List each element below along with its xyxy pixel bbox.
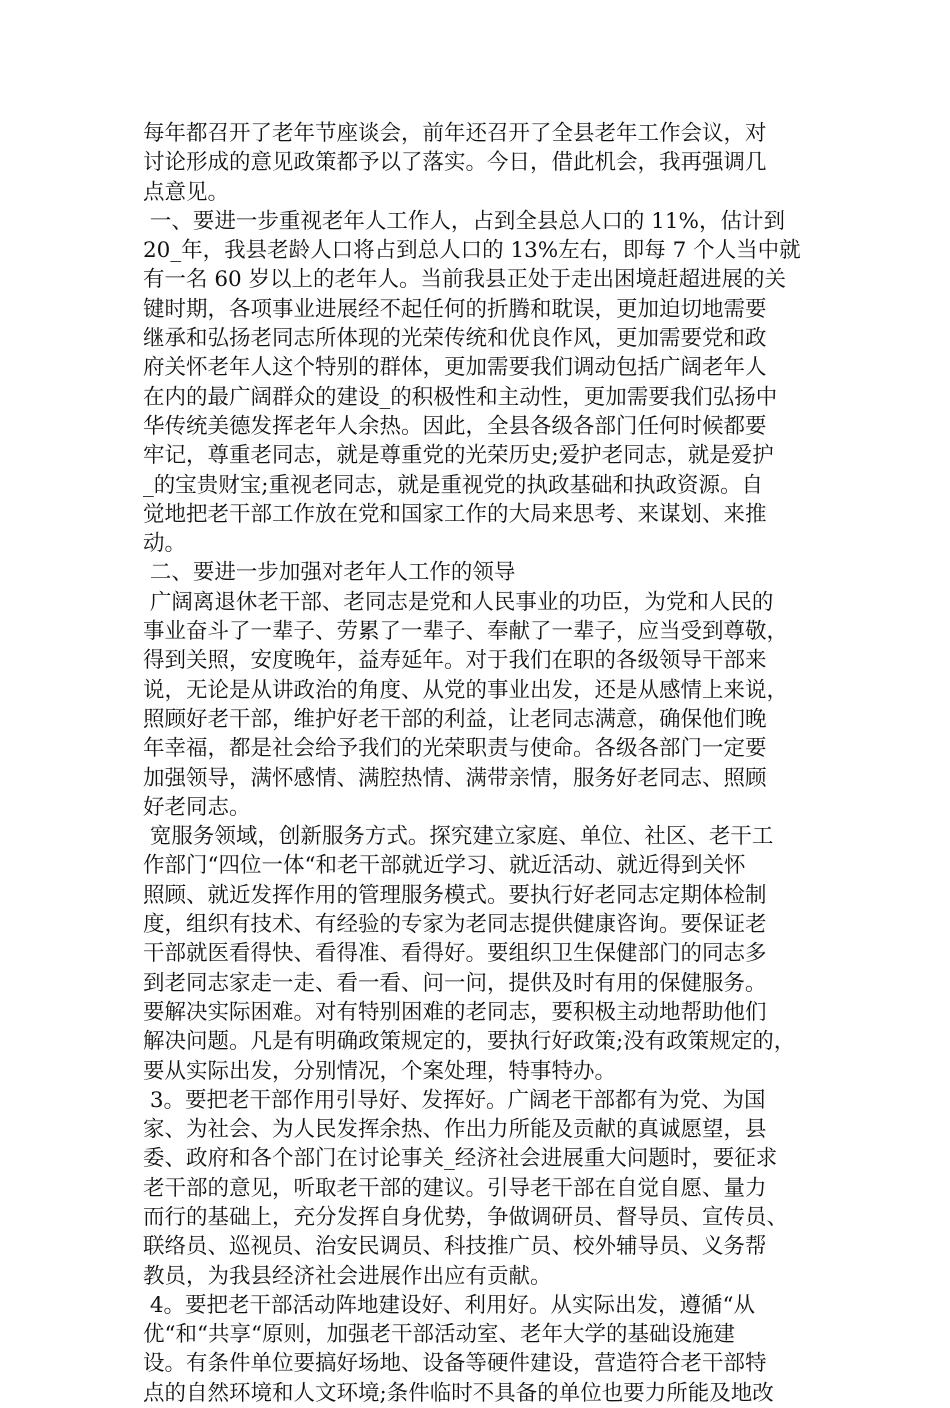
text-line: 每年都召开了老年节座谈会，前年还召开了全县老年工作会议，对	[143, 121, 767, 146]
text-line: 二、要进一步加强对老年人工作的领导	[143, 560, 516, 586]
text-line: 事业奋斗了一辈子、劳累了一辈子、奉献了一辈子，应当受到尊敬，	[143, 619, 789, 645]
text-line: 到老同志家走一走、看一看、问一问，提供及时有用的保健服务。	[143, 970, 767, 996]
text-line: 动。	[143, 531, 187, 557]
text-line: 委、政府和各个部门在讨论事关_经济社会进展重大问题时，要征求	[143, 1146, 778, 1172]
text-line: 要从实际出发，分别情况，个案处理，特事特办。	[143, 1058, 617, 1084]
text-line: 作部门“四位一体“和老干部就近学习、就近活动、就近得到关怀	[143, 853, 746, 879]
text-line: 点意见。	[143, 179, 230, 205]
text-line: 优“和“共享“原则，加强老干部活动室、老年大学的基础设施建	[143, 1322, 735, 1348]
text-line: _的宝贵财宝;重视老同志，就是重视党的执政基础和执政资源。自	[143, 472, 763, 498]
text-line: 照顾好老干部，维护好老干部的利益，让老同志满意，确保他们晚	[143, 706, 767, 732]
text-line: 而行的基础上，充分发挥自身优势，争做调研员、督导员、宣传员、	[143, 1204, 789, 1230]
text-line: 府关怀老年人这个特别的群体，更加需要我们调动包括广阔老年人	[143, 355, 767, 381]
text-line: 好老同志。	[143, 794, 251, 820]
text-line: 教员，为我县经济社会进展作出应有贡献。	[143, 1263, 552, 1289]
text-line: 继承和弘扬老同志所体现的光荣传统和优良作风，更加需要党和政	[143, 326, 767, 352]
text-line: 干部就医看得快、看得准、看得好。要组织卫生保健部门的同志多	[143, 941, 767, 967]
text-line: 得到关照，安度晚年，益寿延年。对于我们在职的各级领导干部来	[143, 648, 767, 674]
text-line: 在内的最广阔群众的建设_的积极性和主动性，更加需要我们弘扬中	[143, 384, 778, 410]
text-line: 宽服务领域，创新服务方式。探究建立家庭、单位、社区、老干工	[143, 824, 774, 850]
text-line: 讨论形成的意见政策都予以了落实。今日，借此机会，我再强调几	[143, 150, 767, 176]
text-line: 度，组织有技术、有经验的专家为老同志提供健康咨询。要保证老	[143, 912, 767, 938]
text-line: 华传统美德发挥老年人余热。因此，全县各级各部门任何时候都要	[143, 413, 767, 439]
text-line: 广阔离退休老干部、老同志是党和人民事业的功臣，为党和人民的	[143, 589, 774, 615]
document-body	[143, 119, 815, 1408]
text-line: 要解决实际困难。对有特别困难的老同志，要积极主动地帮助他们	[143, 999, 767, 1025]
text-line: 有一名 60 岁以上的老年人。当前我县正处于走出困境赶超进展的关	[143, 267, 787, 293]
text-line: 觉地把老干部工作放在党和国家工作的大局来思考、来谋划、来推	[143, 501, 767, 527]
text-line: 加强领导，满怀感情、满腔热情、满带亲情，服务好老同志、照顾	[143, 765, 767, 791]
text-line: 4。要把老干部活动阵地建设好、利用好。从实际出发，遵循“从	[143, 1292, 756, 1318]
text-line: 家、为社会、为人民发挥余热、作出力所能及贡献的真诚愿望，县	[143, 1117, 767, 1143]
text-line: 牢记，尊重老同志，就是尊重党的光荣历史;爱护老同志，就是爱护	[143, 443, 774, 469]
text-line: 联络员、巡视员、治安民调员、科技推广员、校外辅导员、义务帮	[143, 1234, 767, 1260]
text-line: 照顾、就近发挥作用的管理服务模式。要执行好老同志定期体检制	[143, 882, 767, 908]
text-line: 设。有条件单位要搞好场地、设备等硬件建设，营造符合老干部特	[143, 1351, 767, 1377]
text-line: 说，无论是从讲政治的角度、从党的事业出发，还是从感情上来说，	[143, 677, 789, 703]
text-line: 解决问题。凡是有明确政策规定的，要执行好政策;没有政策规定的，	[143, 1029, 796, 1055]
text-line: 年幸福，都是社会给予我们的光荣职责与使命。各级各部门一定要	[143, 736, 767, 762]
text-line: 点的自然环境和人文环境;条件临时不具备的单位也要力所能及地改	[143, 1380, 774, 1406]
text-line: 老干部的意见，听取老干部的建议。引导老干部在自觉自愿、量力	[143, 1175, 767, 1201]
text-line: 3。要把老干部作用引导好、发挥好。广阔老干部都有为党、为国	[143, 1087, 766, 1113]
text-line: 一、要进一步重视老年人工作人，占到全县总人口的 11%，估计到	[143, 208, 785, 234]
text-line: 键时期，各项事业进展经不起任何的折腾和耽误，更加迫切地需要	[143, 296, 767, 322]
text-line: 20_年，我县老龄人口将占到总人口的 13%左右，即每 7 个人当中就	[143, 238, 801, 264]
